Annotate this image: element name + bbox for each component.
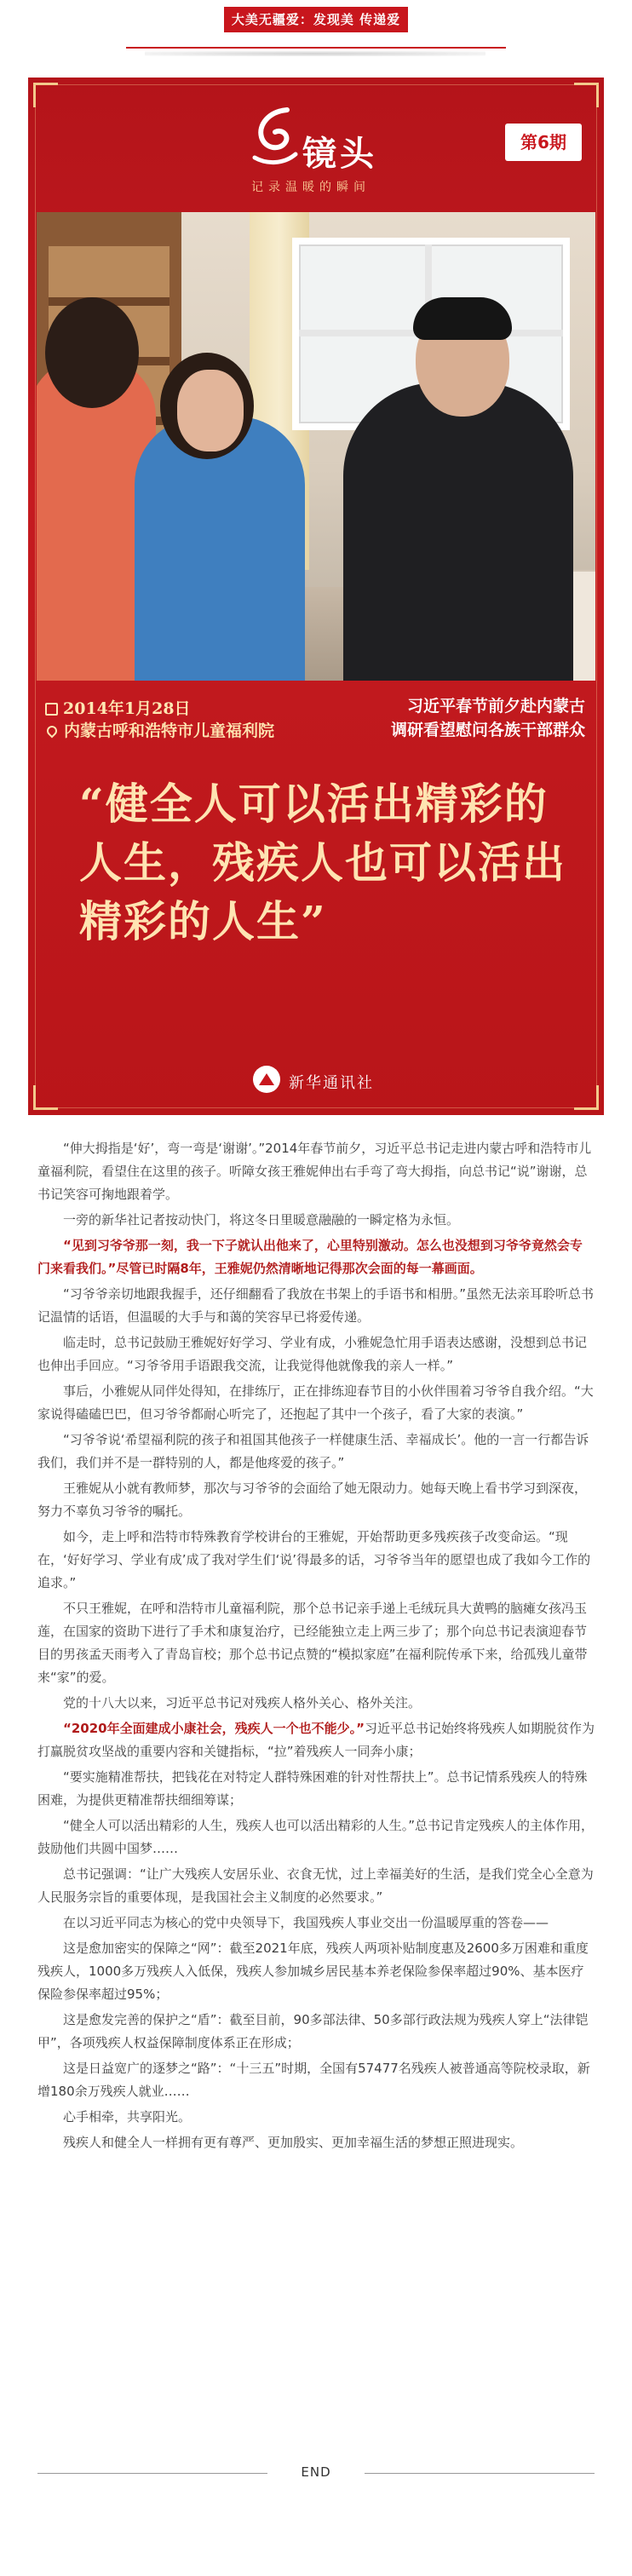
article-body	[37, 1137, 595, 2157]
swirl-logo-icon	[243, 103, 302, 171]
photo-person-left-head	[45, 297, 139, 408]
article-paragraph: 残疾人和健全人一样拥有更有尊严、更加殷实、更加幸福生活的梦想正照进现实。	[63, 2135, 524, 2150]
event-date	[45, 696, 191, 719]
event-date-text: 2014年1月28日	[63, 699, 191, 718]
article-paragraph: 在以习近平同志为核心的党中央领导下，我国残疾人事业交出一份温暖厚重的答卷——	[63, 1915, 549, 1930]
article-lead-rest: 习近平总书记始终将残疾人如期脱贫作为打赢脱贫攻坚战的重要内容和关键指标，“拉”着残疾人一同奔小康；	[37, 1721, 595, 1759]
event-title	[391, 694, 585, 742]
location-pin-icon	[45, 724, 60, 739]
corner-ornament	[33, 83, 58, 107]
event-title-line-2: 调研看望慰问各族干部群众	[390, 721, 585, 739]
article-paragraph: “伸大拇指是‘好’，弯一弯是‘谢谢’。”2014年春节前夕，习近平总书记走进内蒙古呼和浩特市儿童福利院，看望住在这里的孩子。听障女孩王雅妮伸出右手弯了弯大拇指，向总书记“说”谢谢，总书记笑容可掬地跟着学。	[37, 1141, 592, 1202]
calendar-icon	[45, 703, 58, 716]
article-paragraph	[37, 1717, 595, 1763]
article-paragraph: 这是愈发完善的保护之“盾”：截至目前，90多部法律、50多部行政法规为残疾人穿上“法律铠甲”，各项残疾人权益保障制度体系正在形成；	[37, 2012, 589, 2050]
article-paragraph: 这是日益宽广的逐梦之“路”：“十三五”时期，全国有57477名残疾人被普通高等院校录取，新增180余万残疾人就业……	[37, 2061, 590, 2099]
article-paragraph: 临走时，总书记鼓励王雅妮好好学习、学业有成，小雅妮急忙用手语表达感谢，没想到总书记也伸出手回应。“习爷爷用手语跟我交流，让我觉得他就像我的亲人一样。”	[37, 1335, 588, 1373]
issue-badge: 第6期	[505, 124, 582, 161]
photo-person-girl-face	[177, 370, 244, 451]
source-label: 新华通讯社	[289, 1074, 374, 1092]
event-place	[45, 718, 274, 741]
poster	[28, 78, 604, 1115]
top-divider-shadow	[145, 51, 485, 56]
end-divider-right	[365, 2473, 595, 2474]
photo-person-right-hair	[413, 297, 512, 340]
corner-ornament	[33, 1085, 58, 1110]
article-paragraph: 总书记强调：“让广大残疾人安居乐业、衣食无忧，过上幸福美好的生活，是我们党全心全意为人民服务宗旨的重要体现，是我国社会主义制度的必然要求。”	[37, 1866, 594, 1905]
top-banner: 大美无疆爱：发现美 传递爱	[224, 7, 408, 32]
end-label: END	[301, 2464, 331, 2480]
article-paragraph: “习爷爷说‘希望福利院的孩子和祖国其他孩子一样健康生活、幸福成长’。他的一言一行都告诉我们，我们并不是一群特别的人，都是他疼爱的孩子。”	[37, 1432, 589, 1470]
top-divider	[126, 47, 506, 49]
article-paragraph: 这是愈加密实的保障之“网”：截至2021年底，残疾人两项补贴制度惠及2600多万困难和重度残疾人，1000多万残疾人入低保，残疾人参加城乡居民基本养老保险参保率超过90%、基本医疗保险参保率超过95%；	[37, 1941, 589, 2002]
article-paragraph: 如今，走上呼和浩特市特殊教育学校讲台的王雅妮，开始帮助更多残疾孩子改变命运。“现在，‘好好学习、学业有成’成了我对学生们‘说’得最多的话，习爷爷当年的愿望也成了我如今工作的追求。”	[37, 1529, 591, 1590]
event-title-line-1: 习近平春节前夕赴内蒙古	[406, 697, 585, 716]
article-paragraph: 王雅妮从小就有教师梦，那次与习爷爷的会面给了她无限动力。她每天晚上看书学习到深夜，努力不辜负习爷爷的嘱托。	[37, 1481, 588, 1519]
article-paragraph: 事后，小雅妮从同伴处得知，在排练厅，正在排练迎春节目的小伙伴围着习爷爷自我介绍。“大家说得磕磕巴巴，但习爷爷都耐心听完了，还抱起了其中一个孩子，看了大家的表演。”	[37, 1383, 594, 1422]
article-paragraph-highlight: “见到习爷爷那一刻，我一下子就认出他来了，心里特别激动。怎么也没想到习爷爷竟然会专门来看我们。”尽管已时隔8年，王雅妮仍然清晰地记得那次会面的每一幕画面。	[37, 1238, 583, 1276]
article-paragraph: 不只王雅妮，在呼和浩特市儿童福利院，那个总书记亲手递上毛绒玩具大黄鸭的脑瘫女孩冯玉莲，在国家的资助下进行了手术和康复治疗，已经能独立走上两三步了；那个向总书记表演迎春节目的男孩孟天雨考入了青岛盲校；那个总书记点赞的“模拟家庭”在福利院传承下来，给孤残儿童带来“家”的爱。	[37, 1601, 588, 1685]
poster-quote: “健全人可以活出精彩的人生，残疾人也可以活出精彩的人生”	[79, 779, 566, 946]
photo-person-right	[343, 382, 573, 681]
article-paragraph: 一旁的新华社记者按动快门，将这冬日里暖意融融的一瞬定格为永恒。	[63, 1212, 460, 1228]
logo-subtitle: 记录温暖的瞬间	[251, 181, 371, 194]
corner-ornament	[574, 83, 599, 107]
article-paragraph: “习爷爷亲切地跟我握手，还仔细翻看了我放在书架上的手语书和相册。”虽然无法亲耳聆听总书记温情的话语，但温暖的大手与和蔼的笑容早已将爱传递。	[37, 1286, 595, 1325]
corner-ornament	[574, 1085, 599, 1110]
article-paragraph: 心手相牵，共享阳光。	[63, 2109, 192, 2125]
event-place-text: 内蒙古呼和浩特市儿童福利院	[64, 722, 275, 740]
article-paragraph: “健全人可以活出精彩的人生，残疾人也可以活出精彩的人生。”总书记肯定残疾人的主体作用，鼓励他们共圆中国梦……	[37, 1818, 595, 1856]
logo-title: 镜头	[302, 134, 377, 174]
article-paragraph: “要实施精准帮扶，把钱花在对特定人群特殊困难的针对性帮扶上”。总书记情系残疾人的特殊困难，为提供更精准帮扶细细筹谋；	[37, 1769, 588, 1808]
article-lead-highlight: “2020年全面建成小康社会，残疾人一个也不能少。”	[63, 1721, 365, 1736]
xinhua-logo-icon	[253, 1066, 280, 1093]
article-paragraph: 党的十八大以来，习近平总书记对残疾人格外关心、格外关注。	[63, 1695, 422, 1711]
news-photo	[37, 212, 595, 681]
end-marker	[37, 2464, 595, 2481]
